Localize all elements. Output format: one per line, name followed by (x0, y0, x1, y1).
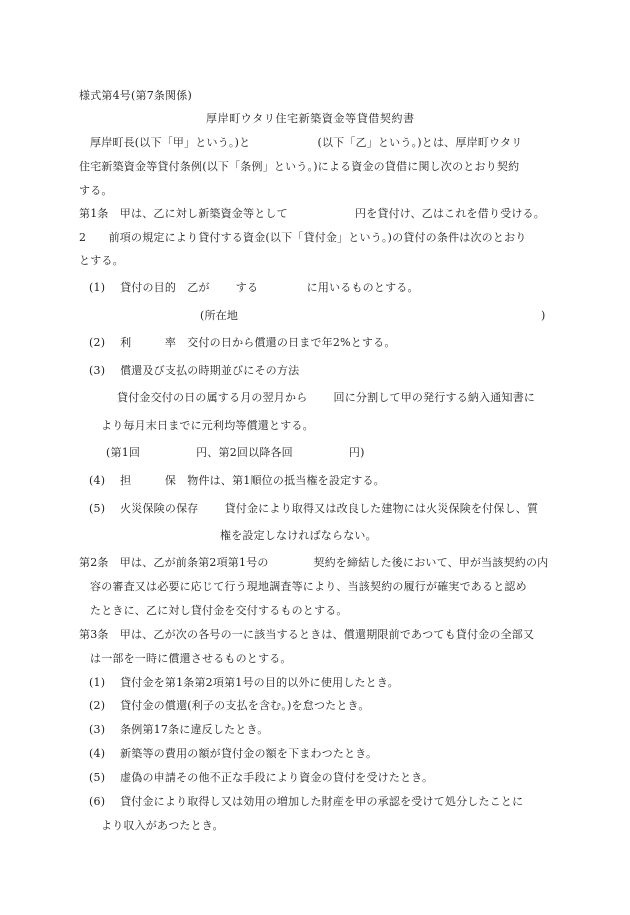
article-1-para-2-line-2: とする。 (79, 254, 124, 267)
document-title: 厚岸町ウタリ住宅新築資金等貸借契約書 (206, 112, 415, 125)
article-1-item-1-location-label: (所在地 (200, 309, 239, 322)
article-2-line-2: 容の審査又は必要に応じて行う現地調査等により、当該契約の履行が確実であると認め (90, 580, 527, 593)
article-1-item-2: (2) 利 率 交付の日から償還の日まで年2%とする。 (89, 336, 396, 349)
preamble-line-3: する。 (79, 184, 113, 197)
article-1-item-4: (4) 担 保 物件は、第1順位の抵当権を設定する。 (89, 474, 385, 487)
article-1-item-3-body-2: より毎月末日までに元利均等償還とする。 (101, 419, 314, 432)
article-3-item-6: (6) 貸付金により取得し又は効用の増加した財産を甲の承認を受けて処分したことに (89, 795, 524, 808)
article-1-item-1-location-close: ) (541, 309, 546, 322)
article-3-item-2: (2) 貸付金の償還(利子の支払を含む。)を怠つたとき。 (89, 699, 370, 712)
article-1-item-3-note: (第1回 円、第2回以降各回 円) (106, 446, 365, 459)
article-2-line-1: 第2条 甲は、乙が前条第2項第1号の 契約を締結した後において、甲が当該契約の内 (79, 556, 549, 569)
article-3-item-6-cont: より収入があつたとき。 (101, 819, 224, 832)
preamble-line-1: 厚岸町長(以下「甲」という。)と (以下「乙」という。)とは、厚岸町ウタリ (90, 136, 523, 149)
article-3-line-1: 第3条 甲は、乙が次の各号の一に該当するときは、償還期限前であつても貸付金の全部又 (79, 628, 535, 641)
article-1: 第1条 甲は、乙に対し新築資金等として 円を貸付け、乙はこれを借り受ける。 (79, 207, 545, 220)
article-2-line-3: たときに、乙に対し貸付金を交付するものとする。 (90, 604, 348, 617)
article-1-item-3-body-1: 貸付金交付の日の属する月の翌月から 回に分割して甲の発行する納入通知書に (117, 391, 536, 404)
form-label: 様式第4号(第7条関係) (79, 89, 192, 102)
article-1-item-5-cont: 権を設定しなければならない。 (220, 529, 377, 542)
article-3-item-3: (3) 条例第17条に違反したとき。 (89, 723, 269, 736)
article-3-item-5: (5) 虚偽の申請その他不正な手段により資金の貸付を受けたとき。 (89, 771, 434, 784)
article-3-line-2: は一部を一時に償還させるものとする。 (90, 652, 292, 665)
article-1-para-2-line-1: 2 前項の規定により貸付する資金(以下「貸付金」という。)の貸付の条件は次のとおり (79, 231, 527, 244)
article-1-item-5: (5) 火災保険の保存 貸付金により取得又は改良した建物には火災保険を付保し、質 (89, 502, 539, 515)
article-3-item-1: (1) 貸付金を第1条第2項第1号の目的以外に使用したとき。 (89, 676, 399, 689)
preamble-line-2: 住宅新築資金等貸付条例(以下「条例」という。)による資金の貸借に関し次のとおり契約 (79, 160, 520, 173)
article-1-item-1: (1) 貸付の目的 乙が する に用いるものとする。 (89, 281, 419, 294)
article-3-item-4: (4) 新築等の費用の額が貸付金の額を下まわつたとき。 (89, 747, 378, 760)
article-1-item-3: (3) 償還及び支払の時期並びにその方法 (89, 364, 300, 377)
